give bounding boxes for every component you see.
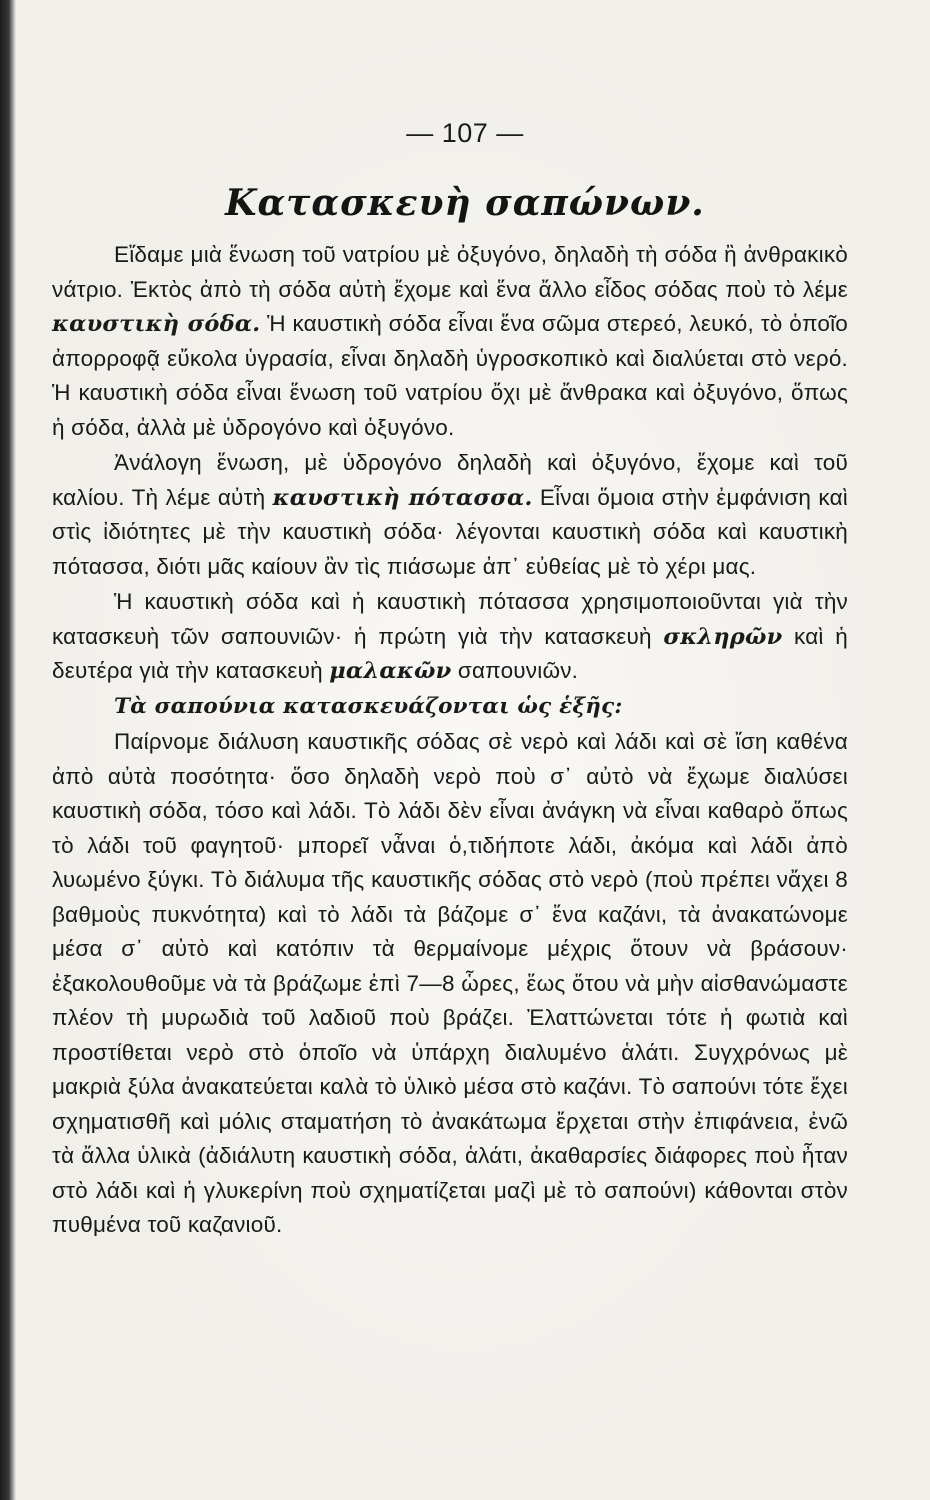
page-number: — 107 — [406,118,524,148]
term-caustic-potash: καυστικὴ πότασσα. [272,484,533,511]
paragraph-text: σαπουνιῶν. [451,658,579,683]
paragraph-text: Ἡ καυστικὴ σόδα εἶναι ἕνα σῶμα στερεό, λευκό, τὸ ὁποῖο ἀπορροφᾷ εὔκολα ὑγρασία, εἶναι δηλαδὴ ὑγροσκοπικὸ καὶ διαλύεται στὸ νερό. Ἡ καυστικὴ σόδα εἶναι ἕνωση τοῦ νατρίου ὄχι μὲ ἄνθρακα καὶ ὀξυγόνο, ὅπως ἡ σόδα, ἀλλὰ μὲ ὑδρογόνο καὶ ὀξυγόνο. [52,311,848,440]
term-hard: σκληρῶν [663,623,783,650]
paragraph-text: Ἀνάλογη ἕνωση, μὲ ὑδρογόνο δηλαδὴ καὶ ὀξυγόνο, ἔχομε καὶ τοῦ καλίου. Τὴ λέμε αὐτὴ [52,450,848,510]
paragraph-procedure: Παίρνομε διάλυση καυστικῆς σόδας σὲ νερὸ καὶ λάδι καὶ σὲ ἴση καθένα ἀπὸ αὐτὰ ποσότητα· ὅσο δηλαδὴ νερὸ ποὺ σ᾽ αὐτὸ νὰ ἔχωμε διαλύσει καυστικὴ σόδα, τόσο καὶ λάδι. Τὸ λάδι δὲν εἶναι ἀνάγκη νὰ εἶναι καθαρὸ ὅπως τὸ λάδι τοῦ φαγητοῦ· μπορεῖ νἆναι ὁ,τιδήποτε λάδι, ἀκόμα καὶ λάδι ἀπὸ λυωμένο ξύγκι. Τὸ διάλυμα τῆς καυστικῆς σόδας στὸ νερὸ (ποὺ πρέπει νἄχει 8 βαθμοὺς πυκνότητα) καὶ τὸ λάδι τὰ βάζομε σ᾽ ἕνα καζάνι, τὰ ἀνακατώνομε μέσα σ᾽ αὐτὸ καὶ κατόπιν τὰ θερμαίνομε μέχρις ὅτουν νὰ βράσουν· ἐξακολουθοῦμε νὰ τὰ βράζωμε ἐπὶ 7—8 ὧρες, ἕως ὅτου νὰ μὴν αἰσθανώμαστε πλέον τὴ μυρωδιὰ τοῦ λαδιοῦ ποὺ βράζει. Ἐλαττώνεται τότε ἡ φωτιὰ καὶ προστίθεται νερὸ στὸ ὁποῖο νὰ ὑπάρχη διαλυμένο ἁλάτι. Συγχρόνως μὲ μακριὰ ξύλα ἀνακατεύεται καλὰ τὸ ὑλικὸ μέσα στὸ καζάνι. Τὸ σαπούνι τότε ἔχει σχηματισθῆ καὶ μόλις σταματήση τὸ ἀνακάτωμα ἔρχεται στὴν ἐπιφάνεια, ἐνῶ τὰ ἄλλα ὑλικὰ (ἀδιάλυτη καυστικὴ σόδα, ἁλάτι, ἀκαθαρσίες διάφορες ποὺ ἦταν στὸ λάδι καὶ ἡ γλυκερίνη ποὺ σχηματίζεται μαζὶ μὲ τὸ σαπούνι) κάθονται στὸν πυθμένα τοῦ καζανιοῦ. [52,729,848,1237]
term-caustic-soda: καυστικὴ σόδα. [52,311,261,337]
paragraph-caustic-soda [52,238,848,445]
term-soft: μαλακῶν [329,658,452,684]
paragraph-caustic-potash [52,446,848,584]
paragraph-soap-uses [52,585,848,689]
body-text [52,238,848,1243]
paragraph-text: καὶ ἡ δευτέρα γιὰ τὴν κατασκευὴ [52,623,848,683]
chapter-title: Κατασκευὴ σαπώνων. [225,182,705,224]
scan-binding-edge [0,0,16,1500]
paragraph-text: Εἶναι ὅμοια στὴν ἐμφάνιση καὶ στὶς ἰδιότητες μὲ τὴν καυστικὴ σόδα· λέγονται καυστικὴ σόδα καὶ καυστικὴ πότασσα, διότι μᾶς καίουν ἂν τὶς πιάσωμε ἀπ᾽ εὐθείας μὲ τὸ χέρι μας. [52,484,848,579]
section-subheading: Τὰ σαπούνια κατασκευάζονται ὡς ἑξῆς: [114,693,623,719]
paragraph-text: Εἴδαμε μιὰ ἕνωση τοῦ νατρίου μὲ ὀξυγόνο, δηλαδὴ τὴ σόδα ἢ ἀνθρακικὸ νάτριο. Ἐκτὸς ἀπὸ τὴ σόδα αὐτὴ ἔχομε καὶ ἕνα ἄλλο εἶδος σόδας ποὺ τὸ λέμε [52,242,848,302]
paragraph-text: Ἡ καυστικὴ σόδα καὶ ἡ καυστικὴ πότασσα χρησιμοποιοῦνται γιὰ τὴν κατασκευὴ τῶν σαπουνιῶν· ἡ πρώτη γιὰ τὴν κατασκευὴ [52,589,848,649]
